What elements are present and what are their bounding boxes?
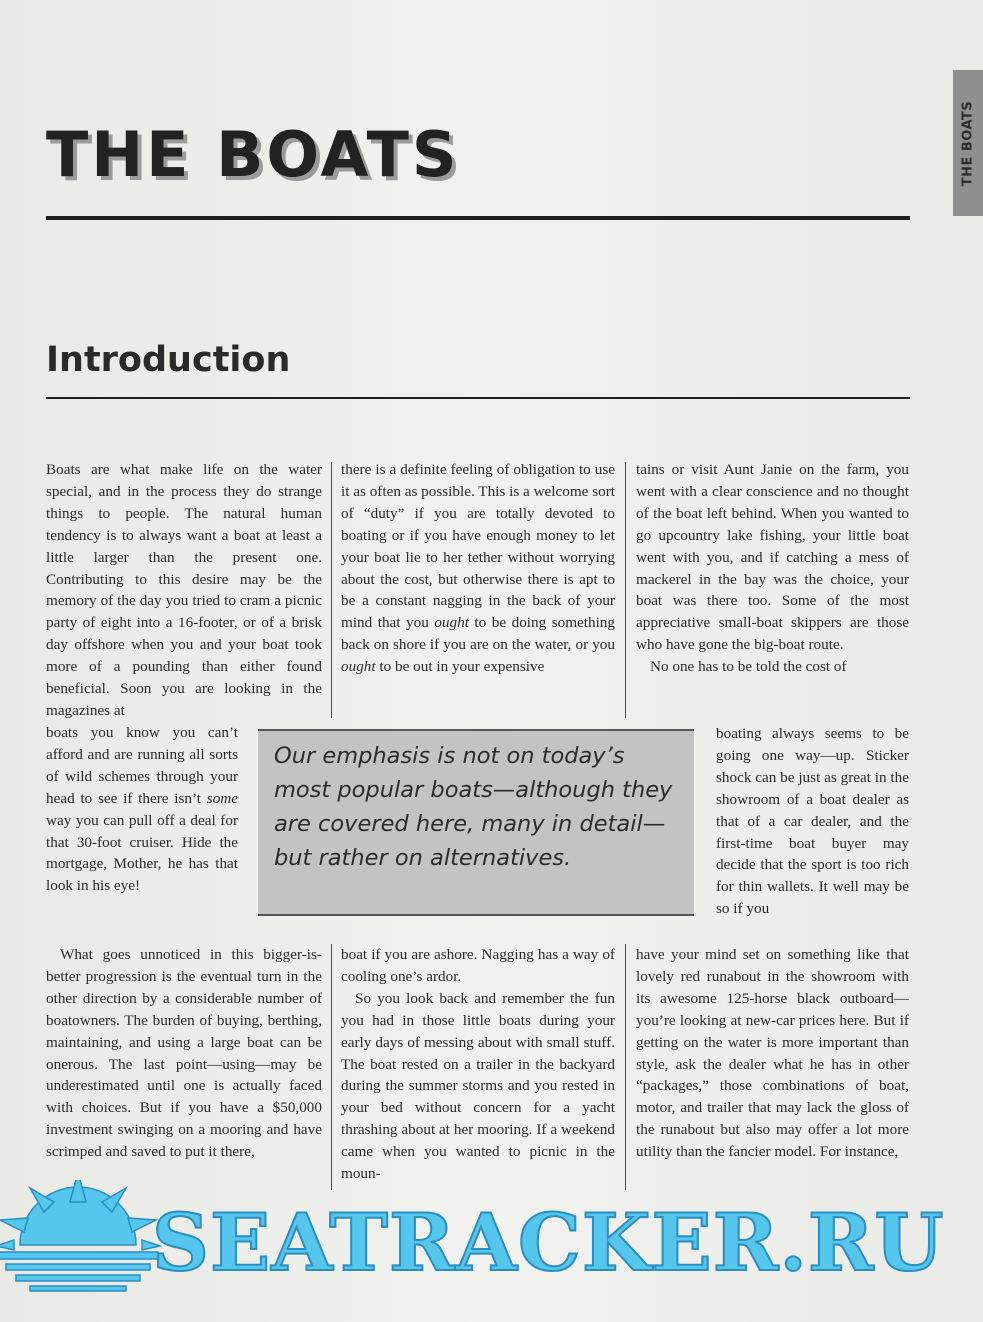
- column-divider-1-bottom: [331, 944, 332, 1190]
- pull-quote-text: Our emphasis is not on today’s most popular boats—although they are covered here, many in detail—but rather on alternatives.: [274, 743, 673, 871]
- col3-paragraph-2-start: No one has to be told the cost of: [650, 658, 847, 676]
- col1-wrap: [46, 722, 238, 897]
- col1-top: [46, 459, 322, 722]
- col1-wrap-b: way you can pull off a deal for that 30-foot cruiser. Hide the mortgage, Mother, he has that look in his eye!: [46, 811, 238, 895]
- col3-bottom: [636, 944, 909, 1163]
- column-divider-2-top: [625, 462, 626, 718]
- chapter-rule: [46, 216, 910, 220]
- col3-paragraph-3: have your mind set on something like that lovely red runabout in the showroom with its awesome 125-horse black outboard—you’re looking at new-car prices here. But if getting on the water is more important than style, ask the dealer what he has in other “packages,” those combinations of boat, motor, and trailer that may lack the gloss of the runabout but also may offer a lot more utility than the fancier model. For instance,: [636, 946, 909, 1161]
- side-tab-label: THE BOATS: [960, 100, 976, 186]
- col2-paragraph-1: [341, 459, 615, 678]
- col3-paragraph-1: tains or visit Aunt Janie on the farm, you went with a clear conscience and no thought of the boat left behind. When you wanted to go upcountry lake fishing, your little boat went with you, and if catching a mess of mackerel in the bay was the choice, your boat was there too. Some of the most appreciative small-boat skippers are those who have gone the big-boat route.: [636, 461, 909, 654]
- col1-wrap-em: some: [206, 789, 238, 807]
- col3-top: [636, 459, 909, 678]
- col2-text-c: to be out in your expensive: [375, 658, 545, 676]
- col2-paragraph-2: boat if you are ashore. Nagging has a way of cooling one’s ardor.: [341, 946, 615, 985]
- col2-text-a: there is a definite feeling of obligation to use it as often as possible. This is a welcome sort of “duty” if you are totally devoted to boating or if you have enough money to let your boat lie to her tether without worrying about the cost, but otherwise there is apt to be a constant nagging in the back of your mind that you: [341, 461, 615, 632]
- col1-paragraph-2: What goes unnoticed in this bigger-is-better progression is the eventual turn in the other direction by a considerable number of boatowners. The burden of buying, berthing, maintaining, and using a large boat can be onerous. The last point—using—may be underestimated until one is actually faced with choices. But if you have a $50,000 investment swinging on a mooring and have scrimped and saved to put it there,: [46, 946, 322, 1161]
- watermark-text: SEATRACKER.RU: [152, 1196, 945, 1289]
- col3-wrap: [716, 723, 909, 920]
- col1-wrap-a: boats you know you can’t afford and are running all sorts of wild schemes through your head to see if there isn’t: [46, 724, 238, 807]
- col2-top: [341, 459, 615, 678]
- col2-paragraph-3: So you look back and remember the fun you had in those little boats during your early days of messing about with small stuff. The boat rested on a trailer in the backyard during the summer storms and you rested in your bed without concern for a yacht thrashing about at her mooring. If a weekend came when you wanted to picnic in the moun-: [341, 989, 615, 1183]
- section-title: Introduction: [46, 340, 291, 380]
- column-divider-2-bottom: [625, 944, 626, 1190]
- col1-paragraph-1: Boats are what make life on the water special, and in the process they do strange things to people. The natural human tendency is to always want a boat at least a little larger than the present one. Contributing to this desire may be the memory of the day you tried to cram a picnic party of eight into a 16-footer, or of a brisk day offshore when you and your boat took more of a pounding than either found beneficial. Soon you are looking in the magazines at: [46, 461, 322, 719]
- section-rule: [46, 397, 910, 399]
- chapter-title: THE BOATS: [46, 118, 460, 191]
- col2-em-2: ought: [341, 658, 376, 676]
- col1-wrap-text: [46, 722, 238, 897]
- col2-text-b: to be doing something back on shore if you are on the water, or you: [341, 614, 615, 654]
- col3-wrap-text: boating always seems to be going one way—up. Sticker shock can be just as great in the showroom of a boat dealer as that of a car dealer, and the first-time boat buyer may decide that the sport is too rich for thin wallets. It well may be so if you: [716, 725, 909, 918]
- col2-em-1: ought: [434, 614, 469, 632]
- pull-quote: [258, 729, 694, 916]
- side-tab: [953, 70, 983, 216]
- col1-bottom: [46, 944, 322, 1163]
- col2-bottom: [341, 944, 615, 1185]
- column-divider-1-top: [331, 462, 332, 718]
